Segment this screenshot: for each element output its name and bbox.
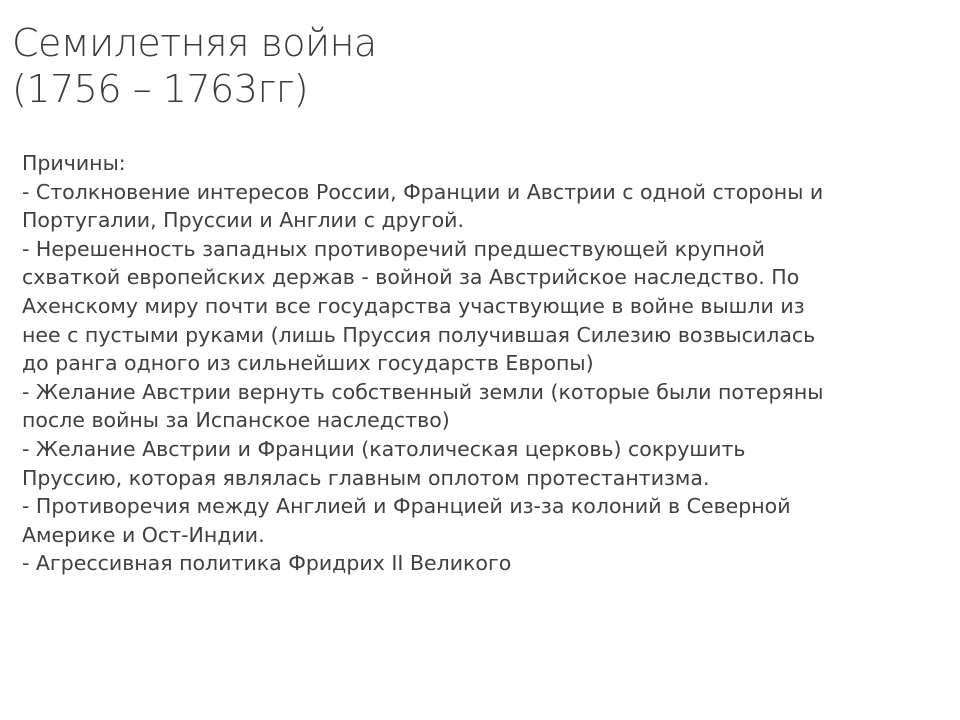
title-line: (1756 – 1763гг): [12, 67, 309, 111]
body-line: после войны за Испанское наследство): [22, 408, 450, 433]
body-line: - Желание Австрии вернуть собственный земли (которые были потеряны: [22, 379, 824, 404]
body-line: - Противоречия между Англией и Францией из-за колоний в Северной: [22, 494, 791, 519]
slide-body: [22, 149, 952, 578]
body-line: Пруссию, которая являлась главным оплотом протестантизма.: [22, 465, 710, 490]
body-line: Португалии, Пруссии и Англии с другой.: [22, 208, 464, 233]
slide-title: [12, 20, 912, 112]
body-line: - Агрессивная политика Фридрих II Великого: [22, 551, 512, 576]
body-line: - Столкновение интересов России, Франции и Австрии с одной стороны и: [22, 179, 824, 204]
body-line: Ахенскому миру почти все государства участвующие в войне вышли из: [22, 293, 805, 318]
causes-heading: Причины:: [22, 151, 126, 175]
body-line: до ранга одного из сильнейших государств Европы): [22, 351, 594, 376]
body-line: Америке и Ост-Индии.: [22, 522, 265, 547]
title-line: Семилетняя война: [12, 21, 377, 65]
body-line: - Желание Австрии и Франции (католическая церковь) сокрушить: [22, 436, 746, 461]
body-line: схваткой европейских держав - войной за Австрийское наследство. По: [22, 265, 800, 290]
body-line: - Нерешенность западных противоречий предшествующей крупной: [22, 236, 765, 261]
body-line: нее с пустыми руками (лишь Пруссия получившая Силезию возвысилась: [22, 322, 816, 347]
